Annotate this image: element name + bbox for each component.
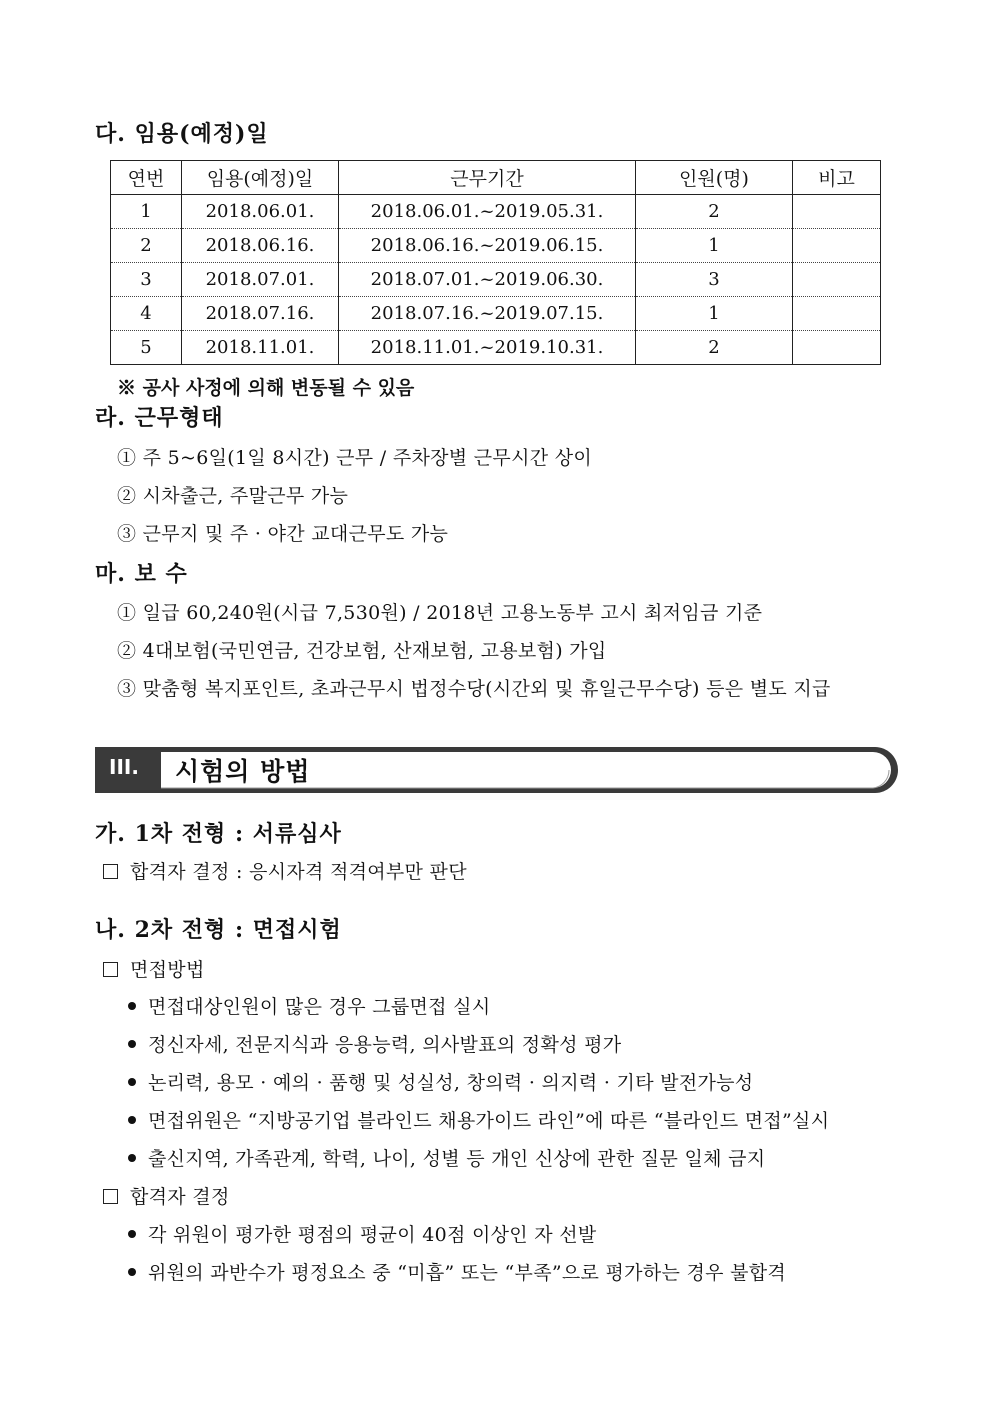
decision-label-row — [103, 1182, 230, 1209]
cell-serial: 2 — [111, 229, 182, 263]
banner-number: III. — [109, 755, 139, 779]
heading-compensation: 마. 보 수 — [95, 561, 188, 587]
bullet-dot-icon — [128, 1154, 136, 1162]
section-banner — [95, 747, 899, 793]
square-bullet-icon — [103, 962, 118, 977]
compensation-item: ② 4대보험(국민연금, 건강보험, 산재보험, 고용보험) 가입 — [117, 640, 607, 662]
cell-count: 1 — [636, 297, 793, 331]
cell-remarks — [793, 331, 881, 365]
table-row — [111, 297, 881, 331]
table-row — [111, 331, 881, 365]
cell-date: 2018.07.01. — [182, 263, 339, 297]
cell-serial: 1 — [111, 195, 182, 229]
header-headcount: 인원(명) — [636, 161, 793, 195]
interview-method-item: 논리력, 용모 · 예의 · 품행 및 성실성, 창의력 · 의지력 · 기타 발전가능성 — [128, 1068, 753, 1095]
work-type-item: ② 시차출근, 주말근무 가능 — [117, 485, 349, 507]
table-row — [111, 195, 881, 229]
heading-appointment-date: 다. 임용(예정)일 — [95, 121, 269, 147]
cell-remarks — [793, 229, 881, 263]
cell-date: 2018.11.01. — [182, 331, 339, 365]
cell-count: 3 — [636, 263, 793, 297]
interview-method-item: 면접위원은 “지방공기업 블라인드 채용가이드 라인”에 따른 “블라인드 면접”실시 — [128, 1106, 829, 1133]
bullet-dot-icon — [128, 1230, 136, 1238]
square-bullet-icon — [103, 864, 118, 879]
square-bullet-icon — [103, 1189, 118, 1204]
bullet-dot-icon — [128, 1078, 136, 1086]
cell-remarks — [793, 297, 881, 331]
interview-method-label-row — [103, 955, 205, 982]
cell-serial: 3 — [111, 263, 182, 297]
first-screening-text: 합격자 결정 : 응시자격 적격여부만 판단 — [130, 861, 467, 883]
table-header-row — [111, 161, 881, 195]
bullet-dot-icon — [128, 1002, 136, 1010]
interview-method-item: 정신자세, 전문지식과 응용능력, 의사발표의 정확성 평가 — [128, 1030, 621, 1057]
cell-count: 2 — [636, 331, 793, 365]
compensation-item: ① 일급 60,240원(시급 7,530원) / 2018년 고용노동부 고시 최저임금 기준 — [117, 602, 763, 624]
bullet-dot-icon — [128, 1268, 136, 1276]
cell-period: 2018.11.01.~2019.10.31. — [339, 331, 636, 365]
decision-item: 위원의 과반수가 평정요소 중 “미흡” 또는 “부족”으로 평가하는 경우 불합격 — [128, 1258, 786, 1285]
cell-period: 2018.07.01.~2019.06.30. — [339, 263, 636, 297]
decision-item: 각 위원이 평가한 평점의 평균이 40점 이상인 자 선발 — [128, 1220, 597, 1247]
cell-date: 2018.07.16. — [182, 297, 339, 331]
schedule-change-note: ※ 공사 사정에 의해 변동될 수 있음 — [117, 377, 415, 399]
bullet-dot-icon — [128, 1116, 136, 1124]
header-appointment-date: 임용(예정)일 — [182, 161, 339, 195]
bullet-dot-icon — [128, 1040, 136, 1048]
cell-period: 2018.06.16.~2019.06.15. — [339, 229, 636, 263]
banner-title: 시험의 방법 — [175, 757, 311, 786]
header-serial: 연번 — [111, 161, 182, 195]
cell-period: 2018.06.01.~2019.05.31. — [339, 195, 636, 229]
compensation-item: ③ 맞춤형 복지포인트, 초과근무시 법정수당(시간외 및 휴일근무수당) 등은 별도 지급 — [117, 678, 831, 700]
heading-work-type: 라. 근무형태 — [95, 405, 224, 431]
cell-date: 2018.06.16. — [182, 229, 339, 263]
cell-remarks — [793, 263, 881, 297]
work-type-item: ① 주 5~6일(1일 8시간) 근무 / 주차장별 근무시간 상이 — [117, 447, 593, 469]
cell-serial: 4 — [111, 297, 182, 331]
interview-method-label: 면접방법 — [130, 959, 205, 981]
header-work-period: 근무기간 — [339, 161, 636, 195]
work-type-item: ③ 근무지 및 주 · 야간 교대근무도 가능 — [117, 523, 449, 545]
cell-date: 2018.06.01. — [182, 195, 339, 229]
table-row — [111, 229, 881, 263]
decision-label: 합격자 결정 — [130, 1186, 230, 1208]
heading-second-screening: 나. 2차 전형 : 면접시험 — [95, 917, 342, 943]
table-row — [111, 263, 881, 297]
interview-method-item: 면접대상인원이 많은 경우 그룹면접 실시 — [128, 992, 490, 1019]
cell-period: 2018.07.16.~2019.07.15. — [339, 297, 636, 331]
cell-count: 2 — [636, 195, 793, 229]
cell-remarks — [793, 195, 881, 229]
heading-first-screening: 가. 1차 전형 : 서류심사 — [95, 821, 342, 847]
first-screening-item — [103, 857, 467, 884]
cell-count: 1 — [636, 229, 793, 263]
appointment-schedule-table — [110, 160, 881, 365]
header-remarks: 비고 — [793, 161, 881, 195]
cell-serial: 5 — [111, 331, 182, 365]
interview-method-item: 출신지역, 가족관계, 학력, 나이, 성별 등 개인 신상에 관한 질문 일체 금지 — [128, 1144, 765, 1171]
